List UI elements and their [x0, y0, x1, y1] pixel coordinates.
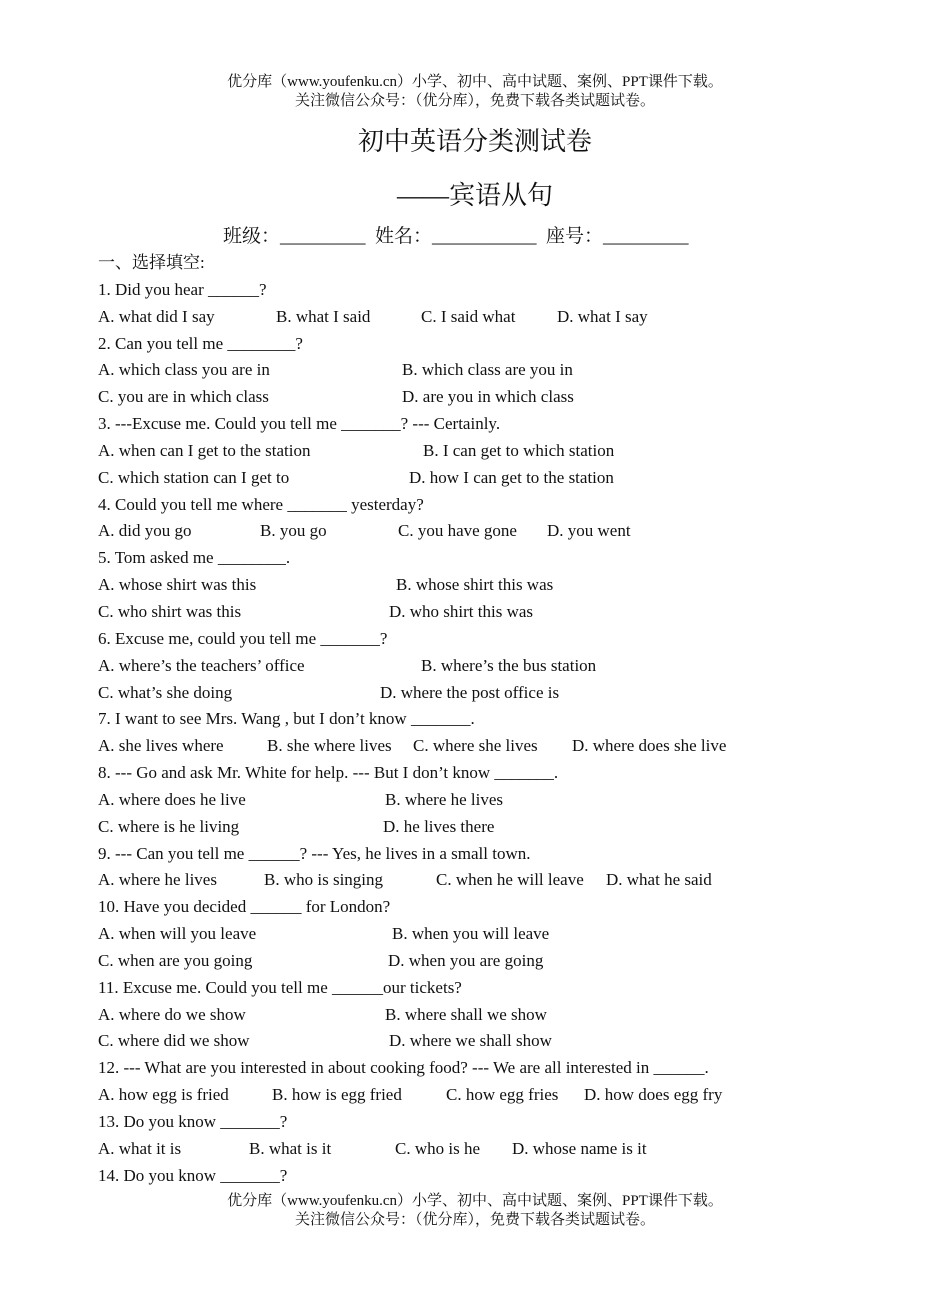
page-header: [0, 73, 950, 111]
option-d: D. when you are going: [388, 950, 544, 970]
option-d: D. what he said: [606, 870, 712, 890]
question-stem: 12. --- What are you interested in about cooking food? --- We are all interested in ______.: [98, 1058, 709, 1078]
options-row: [98, 921, 918, 948]
question-stem: 6. Excuse me, could you tell me _______?: [98, 628, 388, 648]
option-d: D. how I can get to the station: [409, 467, 614, 487]
option-b: B. how is egg fried: [272, 1085, 402, 1105]
option-c: C. you are in which class: [98, 387, 269, 407]
option-a: A. how egg is fried: [98, 1085, 229, 1105]
option-c: C. who shirt was this: [98, 601, 242, 621]
option-c: C. you have gone: [398, 521, 517, 541]
question-stem: 2. Can you tell me ________?: [98, 333, 303, 353]
option-d: D. whose name is it: [512, 1138, 647, 1158]
header-line-2: 关注微信公众号：（优分库），免费下载各类试题试卷。: [294, 93, 655, 109]
option-b: B. who is singing: [264, 870, 384, 890]
page-footer: [0, 1192, 950, 1230]
options-row: [98, 599, 918, 626]
options-row: [98, 653, 918, 680]
question-stem: 14. Do you know _______?: [98, 1165, 288, 1185]
options-row: [98, 304, 918, 331]
option-c: C. when are you going: [98, 950, 253, 970]
options-row: [98, 438, 918, 465]
page-title: 初中英语分类测试卷: [357, 127, 592, 156]
options-row: [98, 572, 918, 599]
option-c: C. where is he living: [98, 816, 240, 836]
options-row: [98, 733, 918, 760]
footer-line-2: 关注微信公众号：（优分库），免费下载各类试题试卷。: [294, 1212, 655, 1228]
options-row: [98, 1082, 918, 1109]
option-a: A. which class you are in: [98, 360, 270, 380]
option-d: D. where does she live: [572, 736, 727, 756]
question-stem: 7. I want to see Mrs. Wang , but I don’t know _______.: [98, 709, 475, 729]
option-c: C. where did we show: [98, 1031, 250, 1051]
option-b: B. she where lives: [267, 736, 392, 756]
option-b: B. when you will leave: [392, 924, 550, 944]
option-c: C. what’s she doing: [98, 682, 233, 702]
question-list: [98, 250, 918, 1190]
options-row: [98, 867, 918, 894]
options-row: [98, 814, 918, 841]
option-b: B. I can get to which station: [423, 440, 615, 460]
options-row: [98, 787, 918, 814]
question-stem: 11. Excuse me. Could you tell me ______our tickets?: [98, 977, 462, 997]
options-row: [98, 518, 918, 545]
header-line-1: 优分库（www.youfenku.cn）小学、初中、高中试题、案例、PPT课件下载。: [227, 74, 723, 90]
question-stem: 8. --- Go and ask Mr. White for help. --- But I don’t know _______.: [98, 763, 559, 783]
option-d: D. where the post office is: [380, 682, 560, 702]
option-b: B. you go: [260, 521, 327, 541]
option-b: B. what I said: [276, 306, 371, 326]
options-row: [98, 948, 918, 975]
options-row: [98, 1002, 918, 1029]
option-b: B. whose shirt this was: [396, 575, 554, 595]
option-c: C. how egg fries: [446, 1085, 559, 1105]
option-a: A. whose shirt was this: [98, 575, 257, 595]
option-d: D. you went: [547, 521, 631, 541]
option-b: B. where he lives: [385, 789, 504, 809]
option-d: D. who shirt this was: [389, 601, 534, 621]
options-row: [98, 1028, 918, 1055]
option-c: C. I said what: [421, 306, 516, 326]
options-row: [98, 357, 918, 384]
option-d: D. how does egg fry: [584, 1085, 723, 1105]
question-stem: 10. Have you decided ______ for London?: [98, 897, 391, 917]
option-b: B. where shall we show: [385, 1004, 547, 1024]
option-a: A. what it is: [98, 1138, 182, 1158]
student-info-line: 班级：_________ 姓名：___________ 座号：_________: [223, 226, 689, 247]
option-a: A. where do we show: [98, 1004, 246, 1024]
question-stem: 9. --- Can you tell me ______? --- Yes, he lives in a small town.: [98, 843, 531, 863]
option-b: B. what is it: [249, 1138, 332, 1158]
option-a: A. when will you leave: [98, 924, 257, 944]
option-d: D. where we shall show: [389, 1031, 552, 1051]
option-b: B. where’s the bus station: [421, 655, 597, 675]
option-c: C. who is he: [395, 1138, 480, 1158]
question-stem: 5. Tom asked me ________.: [98, 548, 291, 568]
option-d: D. are you in which class: [402, 387, 574, 407]
option-c: C. which station can I get to: [98, 467, 290, 487]
option-d: D. what I say: [557, 306, 648, 326]
options-row: [98, 384, 918, 411]
option-c: C. when he will leave: [436, 870, 584, 890]
option-a: A. what did I say: [98, 306, 215, 326]
option-a: A. where’s the teachers’ office: [98, 655, 305, 675]
options-row: [98, 465, 918, 492]
option-b: B. which class are you in: [402, 360, 573, 380]
option-a: A. when can I get to the station: [98, 440, 311, 460]
question-stem: 4. Could you tell me where _______ yesterday?: [98, 494, 424, 514]
option-a: A. where does he live: [98, 789, 246, 809]
option-a: A. did you go: [98, 521, 192, 541]
option-d: D. he lives there: [383, 816, 495, 836]
options-row: [98, 1136, 918, 1163]
option-a: A. where he lives: [98, 870, 217, 890]
option-a: A. she lives where: [98, 736, 224, 756]
section-heading: 一、选择填空:: [98, 253, 205, 272]
option-c: C. where she lives: [413, 736, 538, 756]
question-stem: 1. Did you hear ______?: [98, 279, 267, 299]
options-row: [98, 680, 918, 707]
page-subtitle: ——宾语从句: [396, 181, 553, 210]
question-stem: 13. Do you know _______?: [98, 1112, 288, 1131]
question-stem: 3. ---Excuse me. Could you tell me _______? --- Certainly.: [98, 414, 501, 434]
footer-line-1: 优分库（www.youfenku.cn）小学、初中、高中试题、案例、PPT课件下载。: [227, 1193, 723, 1209]
